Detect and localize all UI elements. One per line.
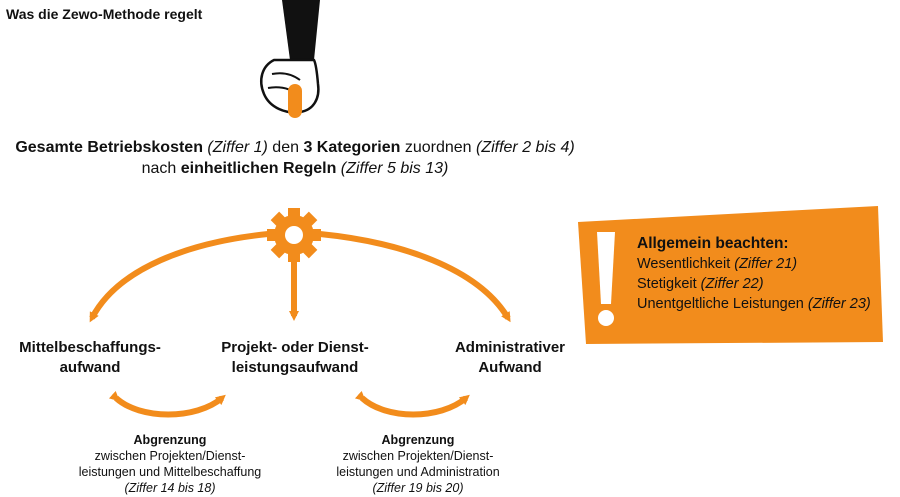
category-administrativ: Administrativer Aufwand [454, 339, 566, 376]
note-item: Wesentlichkeit (Ziffer 21) [637, 256, 798, 272]
pointing-hand-icon [261, 0, 320, 118]
category-projekt: Projekt- oder Dienst- leistungsaufwand [221, 339, 369, 376]
note-text: Allgemein beachten: Wesentlichkeit (Ziffer 21) Stetigkeit (Ziffer 22) Unentgeltliche Leistungen (Ziffer 23) [637, 235, 871, 312]
page-title: Was die Zewo-Methode regelt [6, 6, 203, 22]
double-arrow-right [362, 398, 466, 415]
headline-line-1: Gesamte Betriebskosten (Ziffer 1) den 3 Kategorien zuordnen (Ziffer 2 bis 4) [15, 139, 575, 156]
gear-icon [267, 208, 321, 262]
double-arrow-left [116, 398, 222, 415]
arrow-right [320, 234, 508, 318]
note-item: Unentgeltliche Leistungen (Ziffer 23) [637, 296, 871, 312]
headline-line-2: nach einheitlichen Regeln (Ziffer 5 bis 13) [141, 160, 449, 177]
abgrenzung-administration: Abgrenzung zwischen Projekten/Dienst- leistungen und Administration (Ziffer 19 bis 20) [336, 433, 500, 495]
category-mittelbeschaffung: Mittelbeschaffungs- aufwand [19, 339, 161, 376]
note-item: Stetigkeit (Ziffer 22) [637, 276, 764, 292]
arrow-left [92, 234, 268, 318]
abgrenzung-mittelbeschaffung: Abgrenzung zwischen Projekten/Dienst- leistungen und Mittelbeschaffung (Ziffer 14 bis 18) [78, 433, 262, 495]
